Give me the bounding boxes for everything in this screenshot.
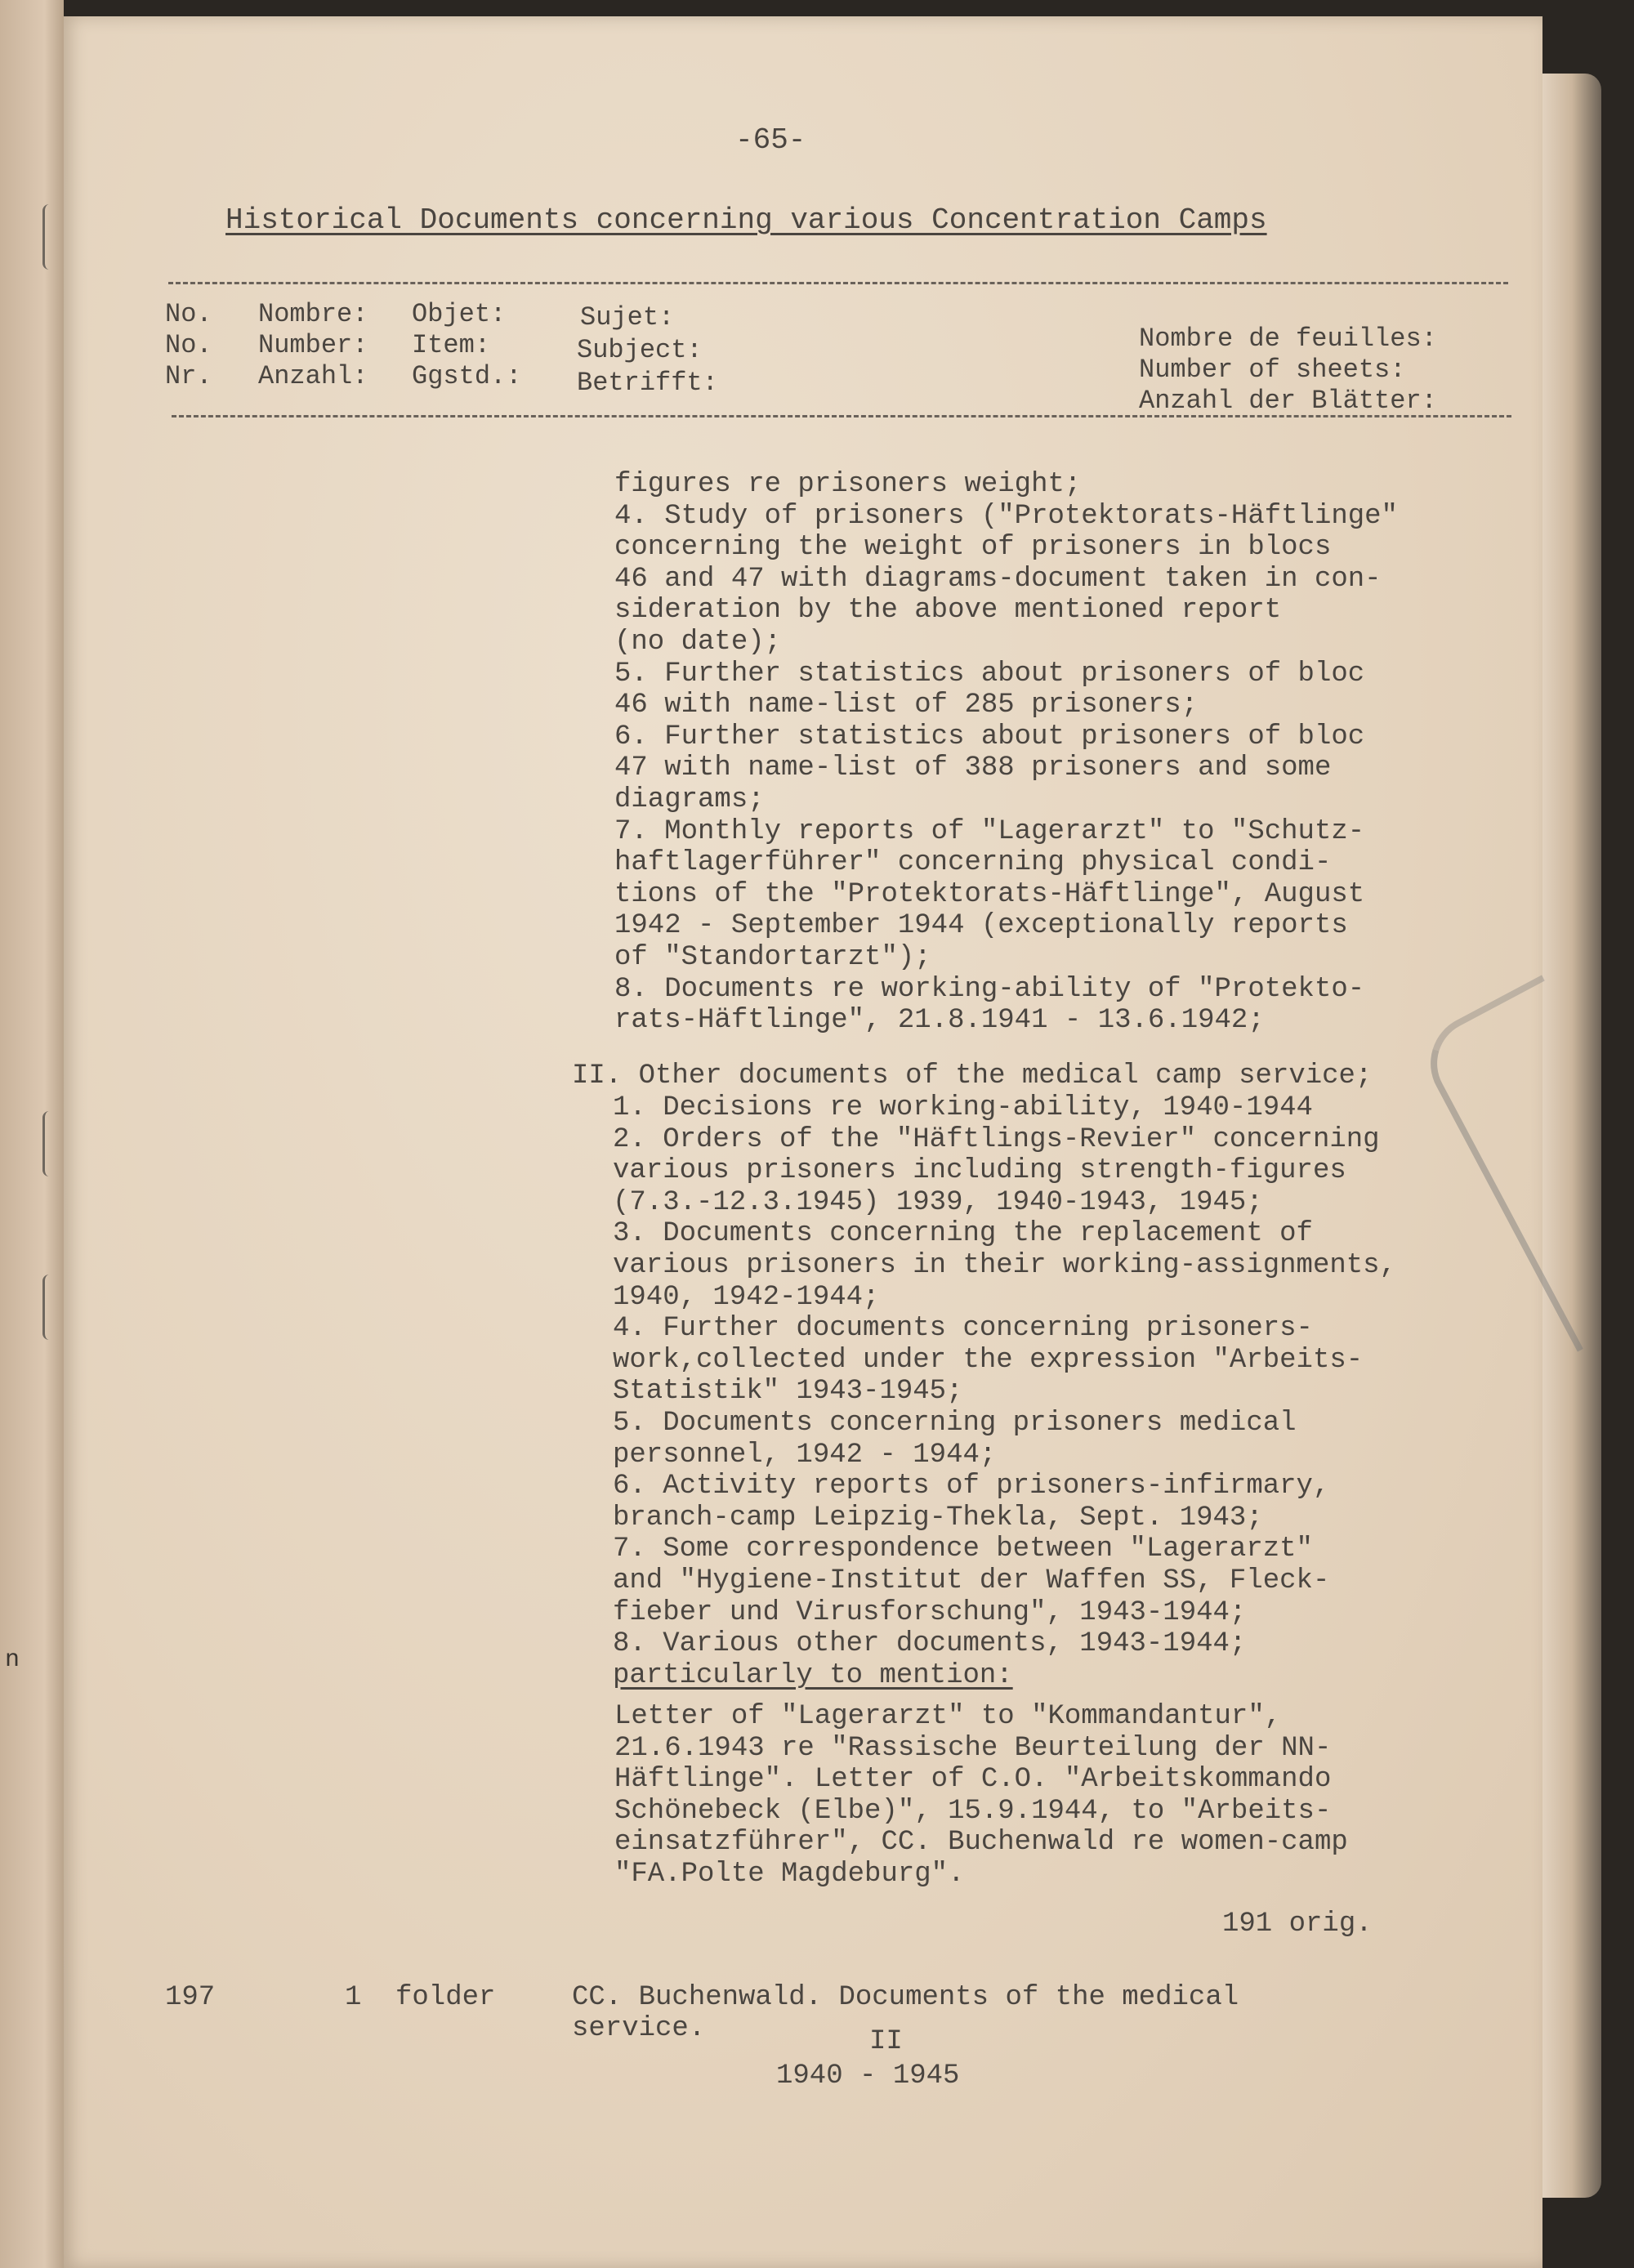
header-item-de: Ggstd.:	[412, 361, 522, 391]
header-no-fr: No.	[165, 299, 212, 329]
body-line: "FA.Polte Magdeburg".	[614, 1858, 965, 1890]
entry-years: 1940 - 1945	[776, 2060, 960, 2092]
body-line: 21.6.1943 re "Rassische Beurteilung der NN-	[614, 1732, 1332, 1764]
page-number: -65-	[735, 123, 806, 157]
header-subject-en: Subject:	[577, 335, 703, 365]
header-item-en: Item:	[412, 330, 491, 360]
header-subject-fr: Sujet:	[580, 302, 675, 333]
body-line: (7.3.-12.3.1945) 1939, 1940-1943, 1945;	[613, 1186, 1263, 1218]
body-line: figures re prisoners weight;	[614, 469, 1082, 500]
body-line: Häftlinge". Letter of C.O. "Arbeitskommando	[614, 1764, 1332, 1796]
body-line: 4. Study of prisoners ("Protektorats-Häftlinge"	[614, 500, 1398, 532]
body-line: work,collected under the expression "Arbeits-	[613, 1344, 1364, 1376]
body-line: 5. Further statistics about prisoners of bloc	[614, 658, 1365, 690]
body-line: Statistik" 1943-1945;	[613, 1376, 963, 1408]
body-line: 3. Documents concerning the replacement of	[613, 1218, 1313, 1250]
section-two-heading: II. Other documents of the medical camp service;	[572, 1060, 1373, 1092]
body-line: sideration by the above mentioned report	[614, 595, 1282, 627]
header-sheets-fr: Nombre de feuilles:	[1139, 324, 1437, 354]
entry-subject-line2: service.	[572, 2013, 706, 2044]
page-title: Historical Documents concerning various Concentration Camps	[225, 203, 1267, 237]
body-section-two	[613, 1092, 1396, 1691]
body-line: 8. Documents re working-ability of "Protekto-	[614, 973, 1365, 1005]
header-number-en: Number:	[258, 330, 368, 360]
body-line: various prisoners including strength-figures	[613, 1155, 1346, 1187]
body-line: personnel, 1942 - 1944;	[613, 1439, 997, 1471]
body-line: 8. Various other documents, 1943-1944;	[613, 1628, 1247, 1660]
body-line: tions of the "Protektorats-Häftlinge", August	[614, 878, 1365, 910]
body-line: 1942 - September 1944 (exceptionally reports	[614, 910, 1348, 942]
header-rule-top	[168, 282, 1508, 284]
header-sheets-de: Anzahl der Blätter:	[1139, 386, 1437, 416]
body-line: Schönebeck (Elbe)", 15.9.1944, to "Arbeits-	[614, 1795, 1332, 1827]
body-line: (no date);	[614, 626, 782, 658]
header-subject-de: Betrifft:	[577, 368, 718, 398]
header-rule-bottom	[172, 415, 1511, 417]
body-line: 4. Further documents concerning prisoners-	[613, 1313, 1313, 1345]
body-line: Letter of "Lagerarzt" to "Kommandantur",	[614, 1701, 1282, 1732]
body-line: 1. Decisions re working-ability, 1940-1944	[613, 1092, 1313, 1123]
body-line: haftlagerführer" concerning physical condi-	[614, 847, 1332, 879]
body-line: various prisoners in their working-assignments,	[613, 1249, 1396, 1281]
body-section-one	[614, 469, 1398, 1037]
sheets-count: 191 orig.	[1222, 1909, 1373, 1940]
entry-item: folder	[395, 1982, 496, 2013]
body-line: 46 and 47 with diagrams-document taken in con-	[614, 563, 1382, 595]
body-line: 7. Some correspondence between "Lagerarzt"	[613, 1534, 1313, 1565]
header-no-de: Nr.	[165, 361, 212, 391]
body-line: 2. Orders of the "Häftlings-Revier" concerning	[613, 1123, 1380, 1155]
binding-stitch	[42, 204, 56, 270]
body-line: 46 with name-list of 285 prisoners;	[614, 690, 1199, 721]
letter-block	[614, 1701, 1348, 1891]
entry-subject-line1: CC. Buchenwald. Documents of the medical	[572, 1982, 1239, 2013]
body-line: fieber und Virusforschung", 1943-1944;	[613, 1596, 1247, 1628]
body-line: rats-Häftlinge", 21.8.1941 - 13.6.1942;	[614, 1005, 1265, 1037]
binding-stitch	[42, 1275, 56, 1340]
body-line: 6. Activity reports of prisoners-infirmary,	[613, 1471, 1330, 1502]
entry-number: 1	[345, 1982, 362, 2013]
body-line: 47 with name-list of 388 prisoners and some	[614, 752, 1332, 784]
body-line: 7. Monthly reports of "Lagerarzt" to "Schutz-	[614, 815, 1365, 847]
body-line: 5. Documents concerning prisoners medical	[613, 1407, 1297, 1439]
binding-stitch	[42, 1111, 56, 1176]
particularly-heading: particularly to mention:	[613, 1659, 1013, 1691]
body-line: and "Hygiene-Institut der Waffen SS, Fleck-	[613, 1565, 1330, 1596]
header-item-fr: Objet:	[412, 299, 507, 329]
header-number-fr: Nombre:	[258, 299, 368, 329]
body-line: einsatzführer", CC. Buchenwald re women-camp	[614, 1827, 1348, 1859]
body-line: branch-camp Leipzig-Thekla, Sept. 1943;	[613, 1502, 1263, 1534]
entry-no: 197	[165, 1982, 216, 2013]
body-line: concerning the weight of prisoners in blocs	[614, 532, 1332, 564]
body-line: 6. Further statistics about prisoners of bloc	[614, 721, 1365, 752]
entry-volume: II	[869, 2026, 903, 2057]
header-no-en: No.	[165, 330, 212, 360]
header-number-de: Anzahl:	[258, 361, 368, 391]
body-line: diagrams;	[614, 784, 765, 815]
body-line: of "Standortarzt");	[614, 941, 931, 973]
header-sheets-en: Number of sheets:	[1139, 355, 1406, 385]
left-page-fragment: n	[5, 1646, 20, 1674]
body-line: 1940, 1942-1944;	[613, 1281, 880, 1313]
